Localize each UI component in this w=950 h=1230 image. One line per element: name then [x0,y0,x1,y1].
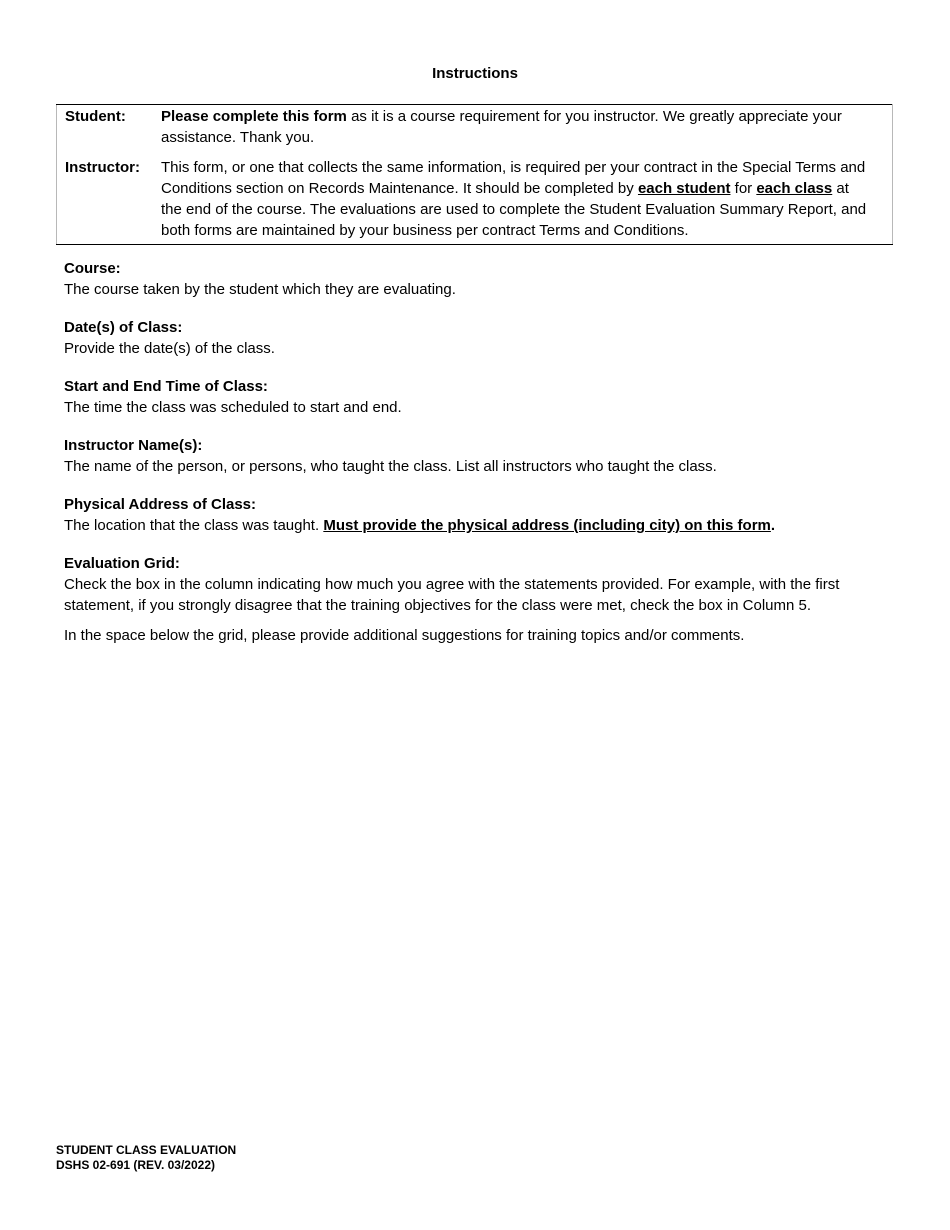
instructor-label: Instructor: [65,159,140,176]
instructor-text-1: This form, or one that collects the same information, is required per your contract in the Special Terms and Conditions section on Records Maintenance. It should be completed by [161,159,866,197]
address-text: The location that the class was taught. [64,517,324,534]
instructor-emphasis-each-class: each class [756,180,833,197]
section-heading: Physical Address of Class: [64,496,257,513]
address-emphasis: Must provide the physical address (including city) on this form [323,517,771,534]
section-heading: Course: [64,260,121,277]
section-course [64,259,884,300]
student-row [57,105,893,157]
instructor-row [57,156,893,245]
field-descriptions [64,259,884,664]
student-bold-lead: Please complete this form [161,108,347,125]
section-address [64,495,884,536]
form-number: DSHS 02-691 (REV. 03/2022) [56,1158,215,1172]
instructor-instructions [161,156,893,245]
form-footer [56,1143,236,1173]
section-body: The course taken by the student which they are evaluating. [64,281,456,298]
section-heading: Evaluation Grid: [64,555,180,572]
section-extra-note: In the space below the grid, please provide additional suggestions for training topics and/or comments. [64,627,745,644]
student-instructions [161,105,893,157]
section-body: Provide the date(s) of the class. [64,340,275,357]
page-title: Instructions [432,65,518,82]
section-body: The time the class was scheduled to start and end. [64,399,402,416]
instructor-text-2: for [730,180,757,197]
section-instructors [64,436,884,477]
address-period: . [770,517,776,534]
instructions-table [56,104,893,245]
section-body: The name of the person, or persons, who taught the class. List all instructors who taught the class. [64,458,717,475]
instructor-emphasis-each-student: each student [637,180,731,197]
section-heading: Instructor Name(s): [64,437,203,454]
section-heading: Start and End Time of Class: [64,378,268,395]
student-label: Student: [65,108,126,125]
section-evaluation-grid [64,554,884,646]
section-body [64,515,884,536]
section-dates [64,318,884,359]
section-heading: Date(s) of Class: [64,319,183,336]
form-title: STUDENT CLASS EVALUATION [56,1143,237,1157]
instructor-text-3: at the end of the course. The evaluations are used to complete the Student Evaluation Summary Report, and both forms are maintained by your business per contract Terms and Conditions. [161,180,867,239]
section-times [64,377,884,418]
student-text: as it is a course requirement for you instructor. We greatly appreciate your assistance. Thank you. [161,108,842,146]
section-body: Check the box in the column indicating how much you agree with the statements provided. For example, with the first statement, if you strongly disagree that the training objectives for the class were met, check the box in Column 5. [64,576,840,614]
